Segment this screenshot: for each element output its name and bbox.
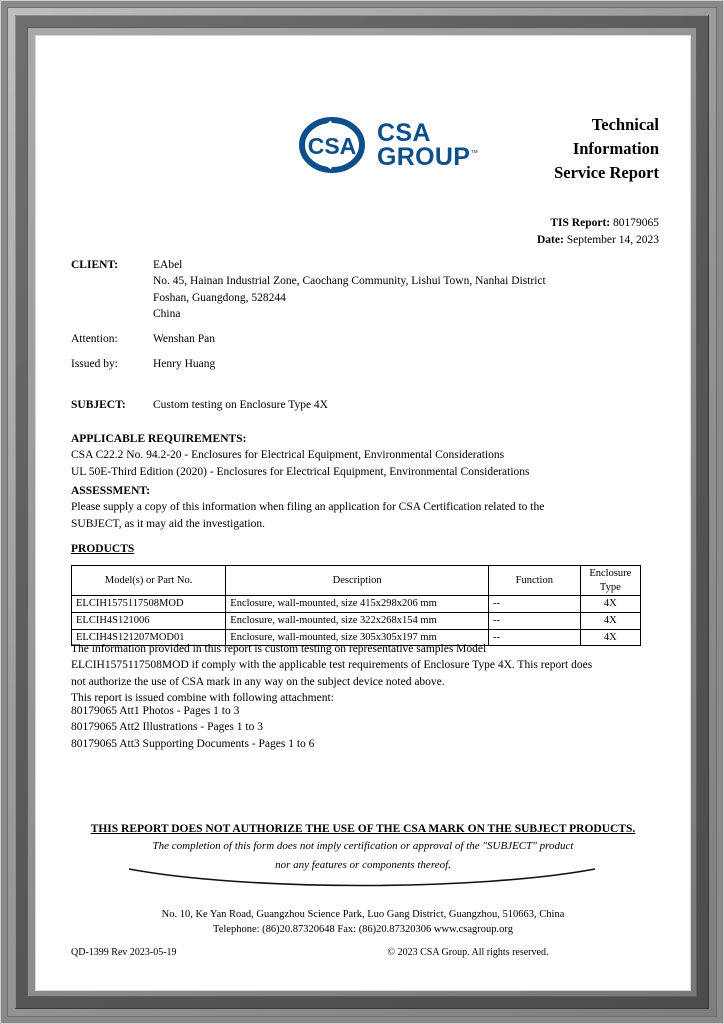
subject-label: SUBJECT: (71, 399, 126, 411)
notice-italic-line-1: The completion of this form does not imply certification or approval of the "SUBJECT" product (152, 840, 574, 852)
date-value: September 14, 2023 (566, 234, 659, 247)
cell-model: ELCIH4S121207MOD01 (72, 629, 226, 646)
cell-enclosure-type: 4X (580, 629, 640, 646)
title-line-1: Technical (591, 115, 659, 134)
csa-circle-icon (299, 117, 371, 173)
cell-enclosure-type: 4X (580, 612, 640, 629)
subject-value: Custom testing on Enclosure Type 4X (153, 399, 328, 411)
note-line-2: ELCIH1575117508MOD if comply with the applicable test requirements of Enclosure Type 4X. This report does (71, 659, 593, 672)
svg-text:CSA: CSA (307, 133, 357, 159)
note-line-3: not authorize the use of CSA mark in any way on the subject device noted above. (71, 675, 445, 688)
logo-line-csa: CSA (377, 118, 431, 147)
attachment-item-1: 80179065 Att1 Photos - Pages 1 to 3 (71, 705, 240, 717)
requirement-line-2: UL 50E-Third Edition (2020) - Enclosures for Electrical Equipment, Environmental Considerations (71, 465, 530, 478)
cell-description: Enclosure, wall-mounted, size 305x305x197 mm (226, 629, 489, 646)
decorative-swoosh (127, 865, 597, 891)
table-row (72, 612, 641, 629)
footer-contact: Telephone: (86)20.87320648 Fax: (86)20.87320306 www.csagroup.org (213, 924, 513, 936)
client-name: EAbel (153, 259, 183, 271)
cell-function: -- (488, 596, 580, 613)
client-address-line-3: China (153, 307, 181, 320)
assessment-heading: ASSESSMENT: (71, 485, 151, 497)
cell-enclosure-type: 4X (580, 596, 640, 613)
column-header-description: Description (226, 566, 489, 596)
applicable-requirements-section (71, 431, 530, 480)
attachments-list (71, 703, 314, 752)
subject-row (71, 399, 328, 411)
column-header-enclosure-type: Enclosure Type (580, 566, 640, 596)
footer-address: No. 10, Ke Yan Road, Guangzhou Science Park, Luo Gang District, Guangzhou, 510663, China (161, 909, 565, 920)
attachment-item-2: 80179065 Att2 Illustrations - Pages 1 to 3 (71, 721, 263, 734)
report-notes (71, 641, 647, 706)
cell-function: -- (488, 629, 580, 646)
cell-function: -- (488, 612, 580, 629)
csa-logo-wordmark (377, 118, 479, 171)
page-title (554, 113, 659, 185)
page-content (67, 55, 659, 971)
tis-report-label: TIS Report: (550, 217, 611, 229)
client-address-line-2: Foshan, Guangdong, 528244 (153, 291, 286, 304)
attention-value: Wenshan Pan (153, 333, 215, 345)
document-page (35, 35, 691, 991)
attention-row (71, 333, 215, 345)
assessment-line-2: SUBJECT, as it may aid the investigation. (71, 517, 265, 530)
column-header-function: Function (488, 566, 580, 596)
notice-italic-line-2: nor any features or components thereof. (275, 859, 451, 872)
client-address (153, 257, 546, 322)
footer-address-block (67, 907, 659, 937)
table-header-row (72, 566, 641, 596)
issued-by-value: Henry Huang (153, 358, 216, 370)
title-line-3: Service Report (554, 162, 659, 182)
products-heading: PRODUCTS (71, 543, 135, 555)
attention-label: Attention: (71, 333, 118, 345)
date-label: Date: (536, 234, 564, 247)
table-row (72, 596, 641, 613)
trademark-symbol: ™ (470, 148, 479, 158)
cell-model: ELCIH1575117508MOD (72, 596, 226, 613)
tis-report-row (537, 215, 659, 232)
footer-form-code: QD-1399 Rev 2023-05-19 (71, 947, 177, 958)
assessment-section (71, 483, 544, 532)
footer-copyright: © 2023 CSA Group. All rights reserved. (387, 947, 549, 958)
cell-description: Enclosure, wall-mounted, size 415x298x206 mm (226, 596, 489, 613)
issued-by-row (71, 358, 215, 370)
title-line-2: Information (572, 138, 659, 158)
cell-model: ELCIH4S121006 (72, 612, 226, 629)
notice-bold-line: THIS REPORT DOES NOT AUTHORIZE THE USE OF THE CSA MARK ON THE SUBJECT PRODUCTS. (90, 823, 636, 835)
column-header-model: Model(s) or Part No. (72, 566, 226, 596)
requirement-line-1: CSA C22.2 No. 94.2-20 - Enclosures for Electrical Equipment, Environmental Considerations (71, 449, 505, 462)
client-row (71, 257, 546, 322)
note-line-1: The information provided in this report is custom testing on representative samples Model (71, 643, 487, 655)
cell-description: Enclosure, wall-mounted, size 322x268x154 mm (226, 612, 489, 629)
client-block (71, 257, 546, 322)
assessment-line-1: Please supply a copy of this information when filing an application for CSA Certification related to the (71, 501, 545, 514)
applicable-requirements-heading: APPLICABLE REQUIREMENTS: (71, 433, 247, 445)
footer-bottom-row (71, 947, 655, 958)
attachment-item-3: 80179065 Att3 Supporting Documents - Pages 1 to 6 (71, 737, 315, 750)
tis-report-value: 80179065 (613, 217, 659, 229)
products-table (71, 565, 641, 646)
csa-group-logo (299, 117, 479, 173)
date-row (537, 232, 659, 249)
note-line-4: This report is issued combine with following attachment: (71, 691, 334, 704)
report-meta (537, 215, 659, 250)
issued-by-label: Issued by: (71, 358, 118, 370)
client-label: CLIENT: (71, 259, 119, 271)
client-address-line-1: No. 45, Hainan Industrial Zone, Caochang Community, Lishui Town, Nanhai District (153, 275, 546, 288)
logo-line-group: GROUP™ (377, 143, 479, 171)
